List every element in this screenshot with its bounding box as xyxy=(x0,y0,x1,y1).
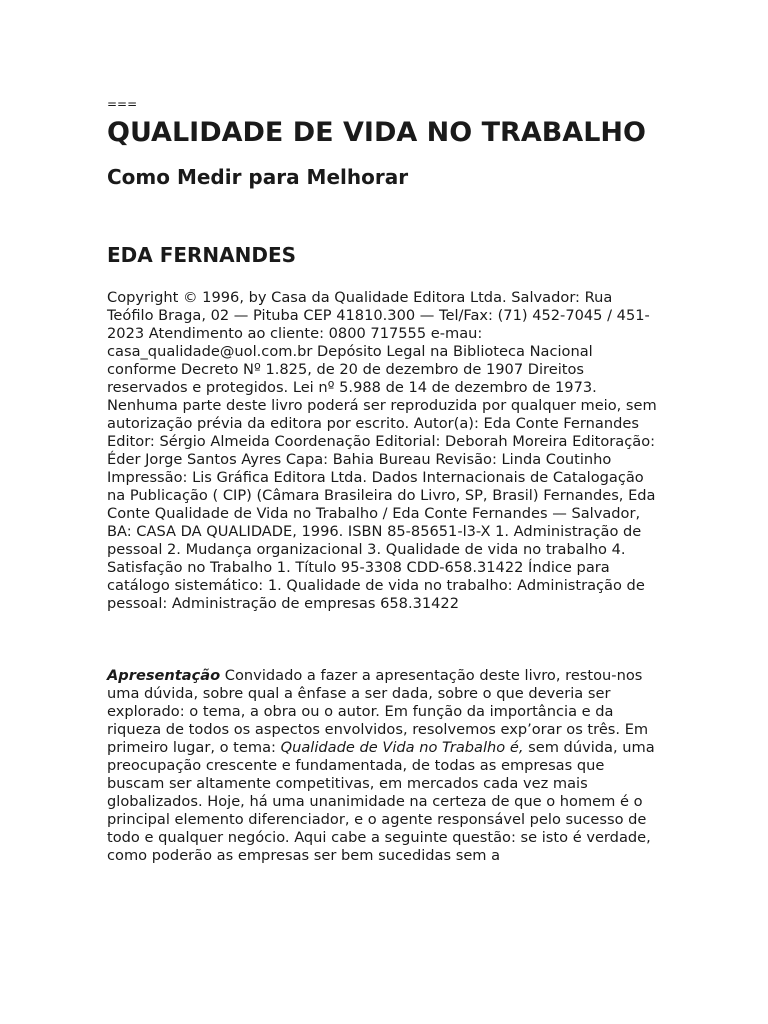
section-marker: === xyxy=(107,97,138,111)
document-page xyxy=(107,96,663,865)
intro-label: Apresentação xyxy=(107,667,221,684)
book-subtitle: Como Medir para Melhorar xyxy=(107,165,409,189)
copyright-paragraph: Copyright © 1996, by Casa da Qualidade Editora Ltda. Salvador: Rua Teófilo Braga, 02 — Pituba CEP 41810.300 — Tel/Fax: (71) 452-7045 / 451-2023 Atendimento ao cliente: 0800 717555 e-mau: casa_qualidade@uol.com.br Depósito Legal na Biblioteca Nacional conforme Decreto Nº 1.825, de 20 de dezembro de 1907 Direitos reservados e protegidos. Lei nº 5.988 de 14 de dezembro de 1973. Nenhuma parte deste livro poderá ser reproduzida por qualquer meio, sem autorização prévia da editora por escrito. Autor(a): Eda Conte Fernandes Editor: Sérgio Almeida Coordenação Editorial: Deborah Moreira Editoração: Éder Jorge Santos Ayres Capa: Bahia Bureau Revisão: Linda Coutinho Impressão: Lis Gráfica Editora Ltda. Dados Internacionais de Catalogação na Publicação ( CIP) (Câmara Brasileira do Livro, SP, Brasil) Fernandes, Eda Conte Qualidade de Vida no Trabalho / Eda Conte Fernandes — Salvador, BA: CASA DA QUALIDADE, 1996. ISBN 85-85651-l3-X 1. Administração de pessoal 2. Mudança organizacional 3. Qualidade de vida no trabalho 4. Satisfação no Trabalho 1. Título 95-3308 CDD-658.31422 Índice para catálogo sistemático: 1. Qualidade de vida no trabalho: Administração de pessoal: Administração de empresas 658.31422 xyxy=(107,289,657,612)
intro-text-part-1: Convidado a fazer a apresentação deste livro, restou-nos uma dúvida, sobre qual a ênfase a ser dada, sobre o que deveria ser explorado: o tema, a obra ou o autor. Em função da importância e da riqueza de todos os aspectos envolvidos, resolvemos exp’orar os três. Em primeiro lugar, o tema: xyxy=(107,667,649,756)
intro-emphasis: Qualidade de Vida no Trabalho é, xyxy=(280,739,524,756)
book-title: QUALIDADE DE VIDA NO TRABALHO xyxy=(107,117,646,148)
book-author: EDA FERNANDES xyxy=(107,243,297,267)
intro-paragraph xyxy=(107,667,663,865)
intro-text-part-2: sem dúvida, uma preocupação crescente e fundamentada, de todas as empresas que buscam ser altamente competitivas, em mercados cada vez mais globalizados. Hoje, há uma unanimidade na certeza de que o homem é o principal elemento diferenciador, e o agente responsável pelo sucesso de todo e qualquer negócio. Aqui cabe a seguinte questão: se isto é verdade, como poderão as empresas ser bem sucedidas sem a xyxy=(107,739,655,864)
